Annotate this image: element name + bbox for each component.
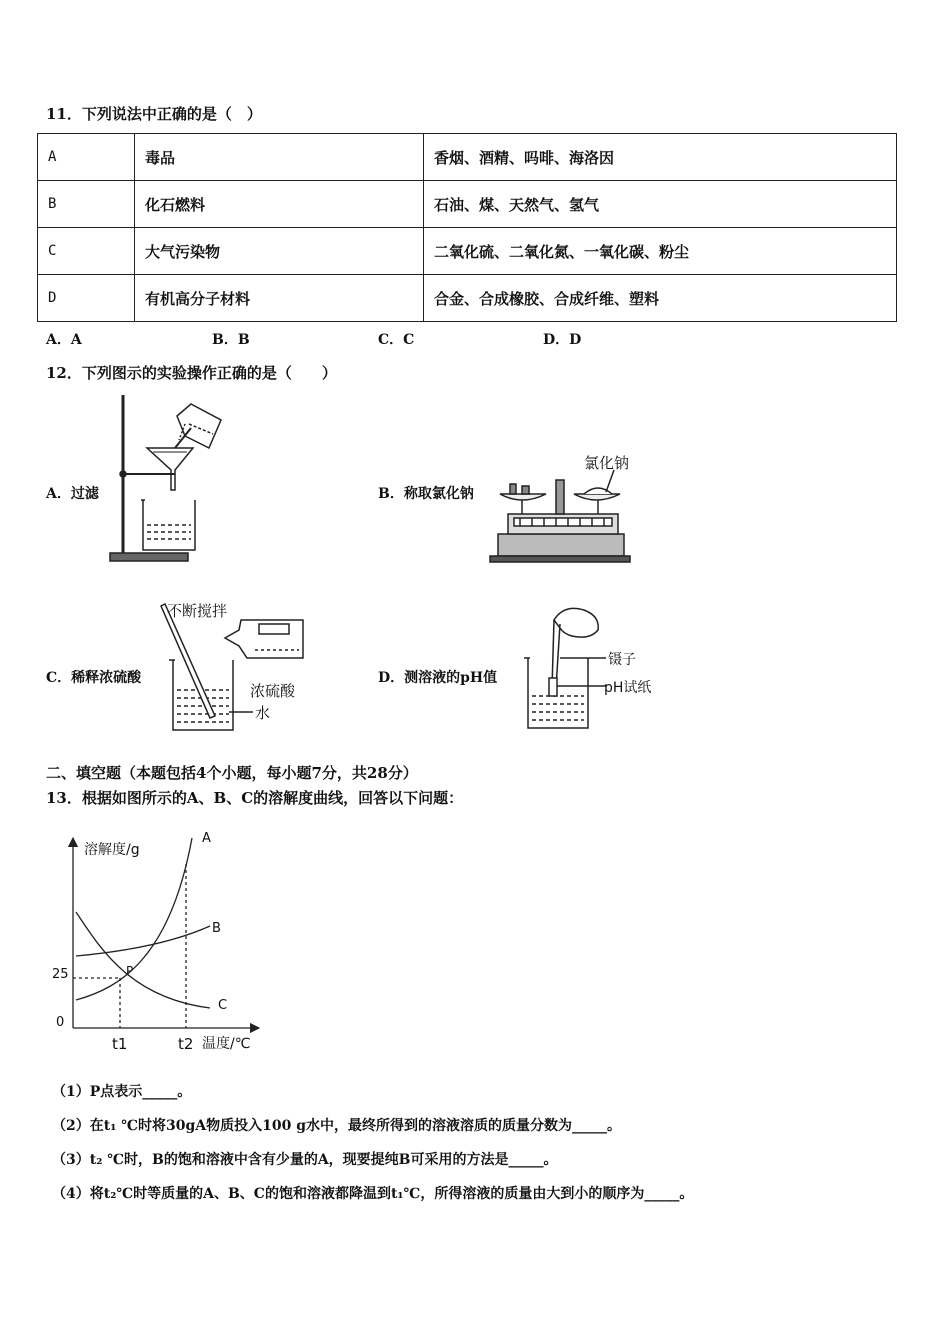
row-items: 二氧化硫、二氧化氮、一氧化碳、粉尘 xyxy=(424,228,897,275)
q12-option-a[interactable]: A．过滤 xyxy=(46,486,99,502)
row-items: 香烟、酒精、吗啡、海洛因 xyxy=(424,134,897,181)
row-category: 大气污染物 xyxy=(135,228,424,275)
q13-title: 13．根据如图所示的A、B、C的溶解度曲线，回答以下问题： xyxy=(46,789,464,807)
q12-option-b[interactable]: B．称取氯化钠 xyxy=(378,486,474,502)
q11-title: 11．下列说法中正确的是（ ） xyxy=(46,105,262,123)
q13-sub-3: （3）t₂ ℃时，B的饱和溶液中含有少量的A，现要提纯B可采用的方法是_____。 xyxy=(52,1152,558,1168)
q11-option-d[interactable]: D．D xyxy=(543,332,582,348)
y-tick-0: 0 xyxy=(56,1015,65,1030)
row-category: 毒品 xyxy=(135,134,424,181)
series-a-line xyxy=(76,838,192,1000)
nacl-label: 氯化钠 xyxy=(584,454,630,472)
stir-label: 不断搅拌 xyxy=(167,602,228,620)
q13-sub-1: （1）P点表示_____。 xyxy=(52,1084,192,1100)
table-row xyxy=(38,134,897,181)
x-tick-t2: t2 xyxy=(178,1035,194,1053)
table-row xyxy=(38,228,897,275)
table-row xyxy=(38,275,897,322)
q12-title: 12．下列图示的实验操作正确的是（ ） xyxy=(46,364,337,382)
series-a-label: A xyxy=(202,831,211,846)
q11-table xyxy=(37,133,897,322)
y-axis-label: 溶解度/g xyxy=(84,842,140,858)
series-c-label: C xyxy=(218,998,228,1013)
row-category: 化石燃料 xyxy=(135,181,424,228)
point-p-label: P xyxy=(126,964,134,978)
q11-option-a[interactable]: A．A xyxy=(46,332,82,348)
x-tick-t1: t1 xyxy=(112,1035,128,1053)
ph-test-figure xyxy=(520,600,670,733)
table-row xyxy=(38,181,897,228)
row-items: 合金、合成橡胶、合成纤维、塑料 xyxy=(424,275,897,322)
y-tick-25: 25 xyxy=(52,967,69,982)
dilution-figure xyxy=(155,598,315,733)
balance-figure xyxy=(488,452,633,570)
x-axis-label: 温度/℃ xyxy=(202,1036,251,1052)
section2-heading: 二、填空题（本题包括4个小题，每小题7分，共28分） xyxy=(46,764,418,782)
row-category: 有机高分子材料 xyxy=(135,275,424,322)
acid-label: 浓硫酸 xyxy=(250,682,296,700)
row-key: A xyxy=(38,134,135,181)
ph-paper-label: pH试纸 xyxy=(604,680,652,696)
row-key: C xyxy=(38,228,135,275)
row-key: B xyxy=(38,181,135,228)
water-label: 水 xyxy=(255,704,271,722)
filtration-figure xyxy=(105,390,230,568)
row-items: 石油、煤、天然气、氢气 xyxy=(424,181,897,228)
q12-option-c[interactable]: C．稀释浓硫酸 xyxy=(46,670,142,686)
solubility-chart xyxy=(40,828,265,1058)
row-key: D xyxy=(38,275,135,322)
tweezers-label: 镊子 xyxy=(608,652,636,668)
q11-option-c[interactable]: C．C xyxy=(378,332,415,348)
q12-option-d[interactable]: D．测溶液的pH值 xyxy=(378,670,498,686)
q11-option-b[interactable]: B．B xyxy=(212,332,250,348)
q13-sub-2: （2）在t₁ ℃时将30gA物质投入100 g水中，最终所得到的溶液溶质的质量分数为_____。 xyxy=(52,1118,622,1134)
q13-sub-4: （4）将t₂℃时等质量的A、B、C的饱和溶液都降温到t₁℃，所得溶液的质量由大到小的顺序为_____。 xyxy=(52,1186,694,1202)
series-b-label: B xyxy=(212,921,221,936)
